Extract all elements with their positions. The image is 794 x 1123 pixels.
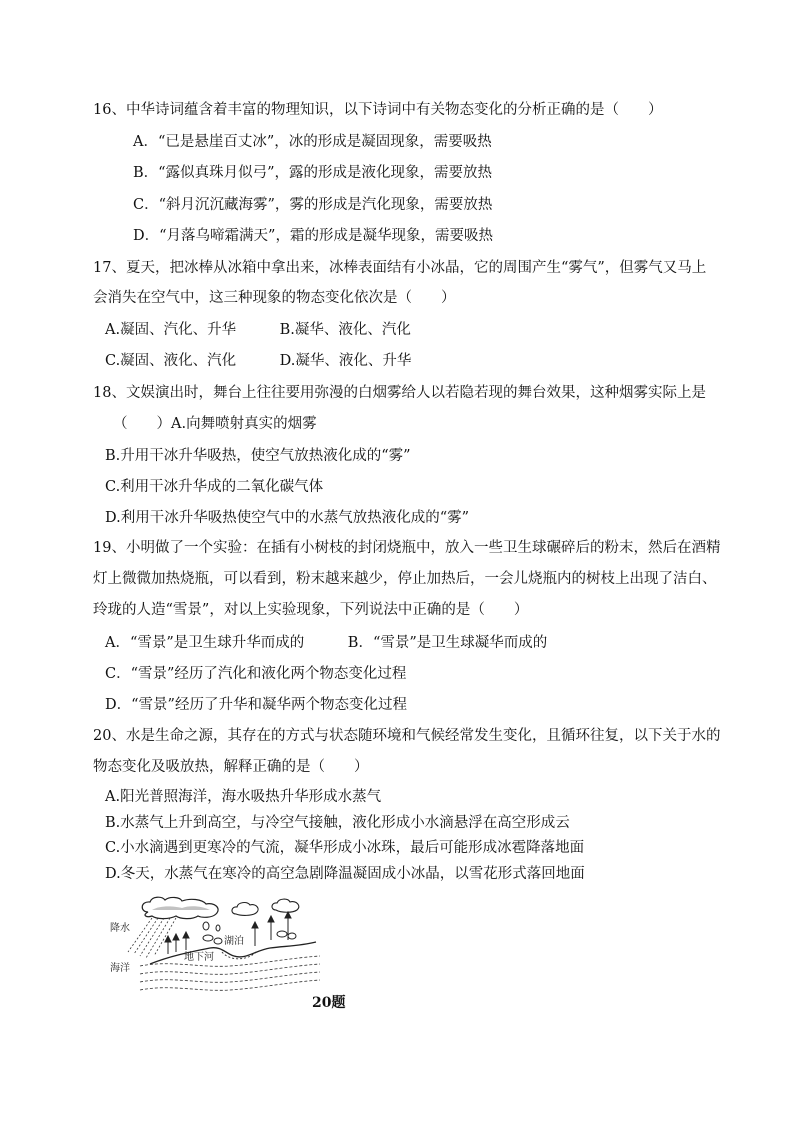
question-17-stem-line2: 会消失在空气中，这三种现象的物态变化依次是（ ） — [93, 290, 456, 306]
question-19-stem-line3: 玲珑的人造“雪景”，对以上实验现象，下列说法中正确的是（ ） — [93, 602, 529, 618]
question-20-stem-line1: 20、水是生命之源，其存在的方式与状态随环境和气候经常发生变化，且循环往复，以下关于水的 — [93, 728, 721, 744]
lake-label: 湖泊 — [224, 936, 244, 947]
rain-label: 降水 — [110, 923, 130, 934]
question-18-option-c: C.利用干冰升华成的二氧化碳气体 — [105, 479, 324, 495]
question-19-option-c: C．“雪景”经历了汽化和液化两个物态变化过程 — [105, 666, 407, 682]
cloud-icon — [272, 899, 299, 912]
question-19-stem-line1: 19、小明做了一个实验：在插有小树枝的封闭烧瓶中，放入一些卫生球碾碎后的粉末，然后在酒精 — [93, 540, 721, 556]
question-18-option-d: D.利用干冰升华吸热使空气中的水蒸气放热液化成的“雾” — [105, 510, 470, 526]
question-19-options-ab: A．“雪景”是卫生球升华而成的 B．“雪景”是卫生球凝华而成的 — [105, 635, 548, 651]
question-16-stem: 16、中华诗词蕴含着丰富的物理知识，以下诗词中有关物态变化的分析正确的是（ ） — [93, 102, 663, 118]
question-17-stem-line1: 17、夏天，把冰棒从冰箱中拿出来，冰棒表面结有小冰晶，它的周围产生“雾气”，但雾气又马上 — [93, 260, 707, 276]
question-16-option-b: B．“露似真珠月似弓”，露的形成是液化现象，需要放热 — [133, 165, 492, 181]
question-20-option-a: A.阳光普照海洋，海水吸热升华形成水蒸气 — [105, 789, 382, 805]
question-19-option-d: D．“雪景”经历了升华和凝华两个物态变化过程 — [105, 697, 407, 713]
question-18-stem-line1: 18、文娱演出时，舞台上往往要用弥漫的白烟雾给人以若隐若现的舞台效果，这种烟雾实际上是 — [93, 385, 706, 401]
question-19-stem-line2: 灯上微微加热烧瓶，可以看到，粉末越来越少，停止加热后，一会儿烧瓶内的树枝上出现了洁白、 — [93, 571, 717, 587]
water-droplets — [203, 922, 296, 944]
cloud-icon — [232, 903, 258, 916]
question-20-option-b: B.水蒸气上升到高空，与冷空气接触，液化形成小水滴悬浮在高空形成云 — [105, 815, 570, 831]
ocean-label: 海洋 — [110, 963, 130, 974]
question-20-stem-line2: 物态变化及吸放热，解释正确的是（ ） — [93, 759, 369, 775]
water-cycle-diagram — [110, 896, 330, 996]
question-17-options-ab: A.凝固、汽化、升华 B.凝华、液化、汽化 — [105, 322, 411, 338]
question-18-option-b: B.升用干冰升华吸热，使空气放热液化成的“雾” — [105, 448, 411, 464]
question-16-option-c: C．“斜月沉沉藏海雾”，雾的形成是汽化现象，需要放热 — [133, 197, 493, 213]
question-16-option-d: D．“月落乌啼霜满天”，霜的形成是凝华现象，需要吸热 — [133, 228, 493, 244]
question-20-option-c: C.小水滴遇到更寒冷的气流，凝华形成小冰珠，最后可能形成冰雹降落地面 — [105, 840, 585, 856]
question-20-option-d: D.冬天，水蒸气在寒冷的高空急剧降温凝固成小冰晶，以雪花形式落回地面 — [105, 866, 585, 882]
question-16-option-a: A．“已是悬崖百丈冰”，冰的形成是凝固现象，需要吸热 — [133, 134, 492, 150]
figure-caption: 20题 — [312, 995, 346, 1011]
question-17-options-cd: C.凝固、液化、汽化 D.凝华、液化、升华 — [105, 353, 412, 369]
question-18-stem-line2: （ ）A.向舞喷射真实的烟雾 — [113, 416, 317, 432]
ocean-waves — [140, 956, 320, 990]
cloud-icon — [142, 897, 218, 918]
underground-river-label: 地下河 — [184, 952, 214, 963]
